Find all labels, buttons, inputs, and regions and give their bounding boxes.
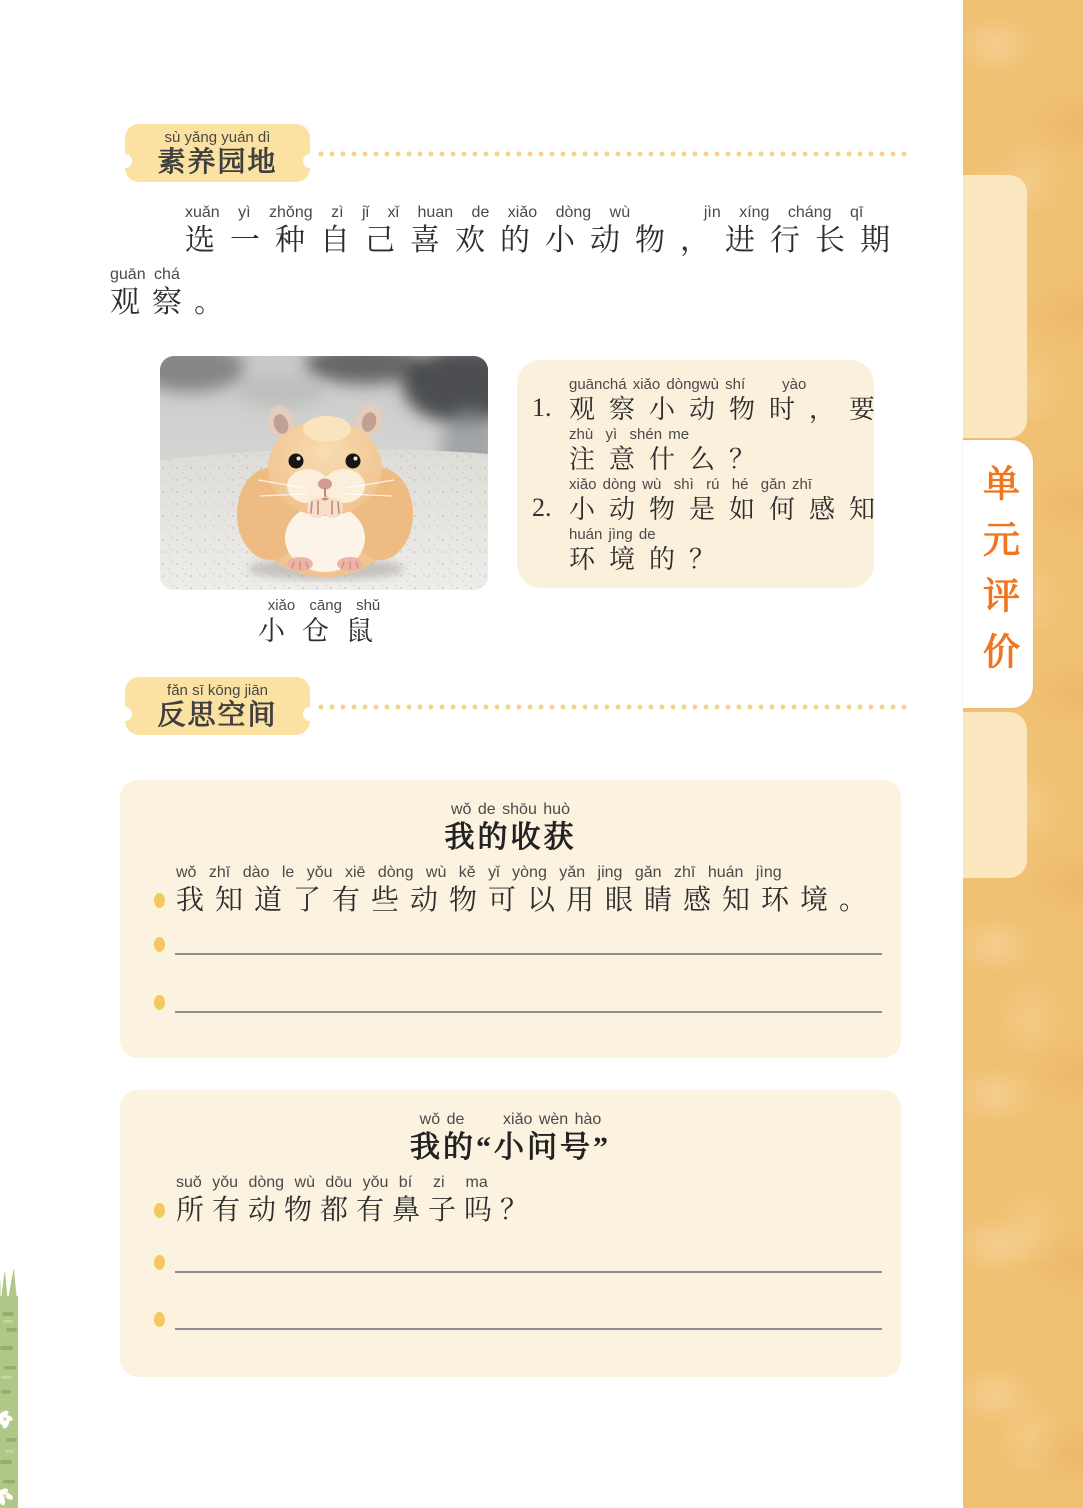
question-2-number: 2. <box>532 493 552 522</box>
intro-hanzi-line-2: 观察。 <box>110 286 236 319</box>
bullet-dot <box>154 893 165 908</box>
harvest-bullet-pinyin: wǒ zhī dào le yǒu xiē dòng wù kě yǐ yòng yǎn jing gǎn zhī huán jìng <box>176 864 782 881</box>
dotted-divider-bottom <box>318 704 908 710</box>
wonder-answer-line-2[interactable] <box>154 1310 902 1330</box>
question-item-1 <box>517 375 890 475</box>
question-2-hanzi-2: 环境的？ <box>569 545 730 574</box>
harvest-answer-line-1[interactable] <box>154 935 902 955</box>
harvest-bullet-hanzi: 我知道了有些动物可以用眼睛感知环境。 <box>176 885 879 916</box>
grass-decoration <box>0 1268 24 1508</box>
wonder-bullet-hanzi: 所有动物都有鼻子吗？ <box>176 1195 537 1226</box>
harvest-box <box>120 780 901 1058</box>
wonder-title-pinyin: wǒ de xiǎo wèn hào <box>419 1111 602 1128</box>
bullet-dot <box>154 937 165 952</box>
harvest-title-hanzi: 我的收获 <box>444 821 577 854</box>
question-2-pinyin-2: huán jìng de <box>569 526 656 543</box>
reflection-badge-pinyin: fǎn sī kōng jiān <box>167 682 268 699</box>
bullet-dot <box>154 995 165 1010</box>
literacy-badge-text: 素养园地 <box>157 145 278 178</box>
photo-caption-pinyin: xiǎo cāng shǔ <box>267 597 381 614</box>
write-in-line <box>175 953 882 955</box>
wonder-title-hanzi: 我的“小问号” <box>410 1131 611 1164</box>
wonder-bullet-item <box>120 1172 901 1229</box>
tab-unit-evaluation[interactable] <box>963 440 1033 708</box>
write-in-line <box>175 1328 882 1330</box>
question-1-hanzi-2: 注意什么？ <box>569 445 770 474</box>
literacy-badge-pinyin: sù yǎng yuán dì <box>164 129 271 146</box>
reflection-badge <box>125 677 310 735</box>
bullet-dot <box>154 1255 165 1270</box>
photo-caption <box>160 597 488 647</box>
question-1-pinyin-2: zhù yì shén me <box>569 426 690 443</box>
tab-lower-inactive[interactable] <box>963 712 1027 878</box>
question-2-pinyin-1: xiǎo dòng wù shì rú hé gǎn zhī <box>569 476 812 493</box>
harvest-answer-line-2[interactable] <box>154 993 902 1013</box>
harvest-box-title <box>120 800 901 856</box>
write-in-line <box>175 1271 882 1273</box>
intro-pinyin-line-2: guān chá <box>110 266 180 283</box>
question-box <box>517 360 890 588</box>
intro-hanzi-line-1: 选一种自己喜欢的小动物，进行长期 <box>185 224 905 257</box>
intro-paragraph <box>110 203 910 321</box>
wonder-box-title <box>120 1110 901 1166</box>
harvest-title-pinyin: wǒ de shōu huò <box>451 801 570 818</box>
question-2-hanzi-1: 小动物是如何感知 <box>569 495 890 524</box>
tab-upper-inactive[interactable] <box>963 175 1027 438</box>
photo-caption-hanzi: 小仓鼠 <box>258 616 390 646</box>
hamster-photo <box>160 356 488 590</box>
question-item-2 <box>517 475 890 575</box>
question-1-pinyin-1: guānchá xiǎo dòngwù shí yào <box>569 376 807 393</box>
wonder-answer-line-1[interactable] <box>154 1253 902 1273</box>
harvest-bullet-item <box>120 862 901 919</box>
tab-unit-evaluation-label: 单元评价 <box>976 464 1020 688</box>
hamster-illustration <box>160 356 488 590</box>
wonder-box <box>120 1090 901 1377</box>
intro-pinyin-line-1: xuǎn yì zhǒng zì jǐ xǐ huan de xiǎo dòng wù jìn xíng cháng qī <box>185 204 864 221</box>
write-in-line <box>175 1011 882 1013</box>
bullet-dot <box>154 1312 165 1327</box>
bullet-dot <box>154 1203 165 1218</box>
question-1-hanzi-1: 观察小动物时，要 <box>569 395 890 424</box>
literacy-badge <box>125 124 310 182</box>
dotted-divider-top <box>318 151 908 157</box>
reflection-badge-text: 反思空间 <box>157 698 278 731</box>
question-1-number: 1. <box>532 393 552 422</box>
wonder-bullet-pinyin: suǒ yǒu dòng wù dōu yǒu bí zi ma <box>176 1174 488 1191</box>
